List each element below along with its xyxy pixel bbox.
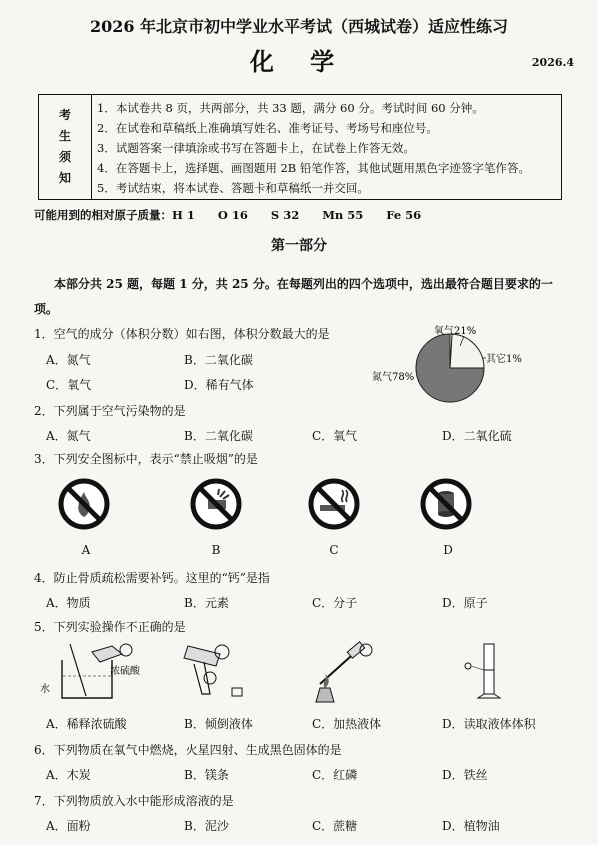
question-5-stem: 5．下列实验操作不正确的是: [34, 620, 186, 634]
notice-label-char: 知: [58, 171, 71, 185]
question-3-option-a[interactable]: A: [81, 543, 91, 557]
question-1-option-c[interactable]: C．氧气: [46, 378, 92, 392]
question-3-option-d[interactable]: D: [443, 543, 453, 557]
question-1-option-d[interactable]: D．稀有气体: [184, 378, 254, 392]
question-4-option-d[interactable]: D．原子: [442, 596, 488, 610]
question-3-stem: 3．下列安全图标中，表示“禁止吸烟”的是: [34, 452, 258, 466]
no-fireworks-sign-icon[interactable]: [190, 478, 242, 530]
question-4-option-c[interactable]: C．分子: [312, 596, 358, 610]
heat-liquid-figure: [308, 640, 388, 702]
acid-label: 浓硫酸: [110, 666, 140, 677]
notice-label-char: 考: [58, 108, 71, 122]
notice-label-char: 须: [58, 150, 71, 164]
question-4-option-b[interactable]: B．元素: [184, 596, 229, 610]
notice-item: 3．试题答案一律填涂或书写在答题卡上，在试卷上作答无效。: [97, 141, 415, 155]
notice-label: [39, 95, 92, 199]
dilute-sulfuric-acid-figure: [40, 640, 150, 702]
notice-label-char: 生: [58, 129, 71, 143]
notice-list: [97, 98, 557, 198]
notice-item: 1．本试卷共 8 页，共两部分，共 33 题，满分 60 分。考试时间 60 分钟。: [97, 101, 484, 115]
question-7-option-a[interactable]: A．面粉: [46, 819, 91, 833]
question-2-option-d[interactable]: D．二氧化硫: [442, 429, 512, 443]
pour-liquid-figure: [170, 640, 260, 702]
atomic-masses: 可能用到的相对原子质量：H 1 O 16 S 32 Mn 55 Fe 56: [34, 208, 422, 222]
question-6-option-d[interactable]: D．铁丝: [442, 768, 488, 782]
exam-date: 2026.4: [531, 56, 574, 69]
question-7-option-c[interactable]: C．蔗糖: [312, 819, 358, 833]
question-6-stem: 6．下列物质在氧气中燃烧，火星四射、生成黑色固体的是: [34, 743, 342, 757]
read-volume-figure: [460, 640, 520, 702]
section-title: 第一部分: [271, 238, 327, 254]
question-5-option-b[interactable]: B．倾倒液体: [184, 717, 253, 731]
question-1-option-a[interactable]: A．氮气: [46, 353, 91, 367]
question-5-option-c[interactable]: C．加热液体: [312, 717, 382, 731]
no-open-flame-sign-icon[interactable]: [58, 478, 110, 530]
notice-item: 4．在答题卡上，选择题、画图题用 2B 铅笔作答，其他试题用黑色字迹签字笔作答。: [97, 161, 530, 175]
question-2-stem: 2．下列属于空气污染物的是: [34, 404, 186, 418]
water-label: 水: [40, 684, 50, 695]
question-1-option-b[interactable]: B．二氧化碳: [184, 353, 253, 367]
no-smoking-sign-icon[interactable]: [308, 478, 360, 530]
question-6-option-b[interactable]: B．镁条: [184, 768, 229, 782]
question-2-option-b[interactable]: B．二氧化碳: [184, 429, 253, 443]
pie-slice-oxygen: [450, 334, 484, 368]
no-explosives-sign-icon[interactable]: [420, 478, 472, 530]
notice-item: 5．考试结束，将本试卷、答题卡和草稿纸一并交回。: [97, 181, 369, 195]
question-3-option-b[interactable]: B: [211, 543, 221, 557]
question-6-option-c[interactable]: C．红磷: [312, 768, 358, 782]
candidate-notice-box: [38, 94, 562, 200]
pie-label-other: 其它1%: [486, 354, 522, 365]
question-4-option-a[interactable]: A．物质: [46, 596, 91, 610]
question-3-option-c[interactable]: C: [329, 543, 339, 557]
question-4-stem: 4．防止骨质疏松需要补钙。这里的“钙”是指: [34, 571, 270, 585]
exam-title: 2026 年北京市初中学业水平考试（西城试卷）适应性练习: [89, 17, 509, 36]
question-5-option-a[interactable]: A．稀释浓硫酸: [46, 717, 127, 731]
question-7-stem: 7．下列物质放入水中能形成溶液的是: [34, 794, 234, 808]
question-2-option-c[interactable]: C．氧气: [312, 429, 358, 443]
pie-label-oxygen: 氧气21%: [434, 326, 477, 337]
question-7-option-d[interactable]: D．植物油: [442, 819, 500, 833]
question-5-option-d[interactable]: D．读取液体体积: [442, 717, 536, 731]
question-1-stem: 1．空气的成分（体积分数）如右图，体积分数最大的是: [34, 327, 330, 341]
question-7-option-b[interactable]: B．泥沙: [184, 819, 229, 833]
air-composition-pie-chart: [360, 322, 560, 422]
section-intro: 本部分共 25 题，每题 1 分，共 25 分。在每题列出的四个选项中，选出最符合题目要求的一项。: [34, 277, 553, 316]
subject-title: 化 学: [249, 47, 349, 76]
pie-label-nitrogen: 氮气78%: [372, 372, 415, 383]
question-2-option-a[interactable]: A．氮气: [46, 429, 91, 443]
notice-item: 2．在试卷和草稿纸上准确填写姓名、准考证号、考场号和座位号。: [97, 121, 438, 135]
question-6-option-a[interactable]: A．木炭: [46, 768, 91, 782]
